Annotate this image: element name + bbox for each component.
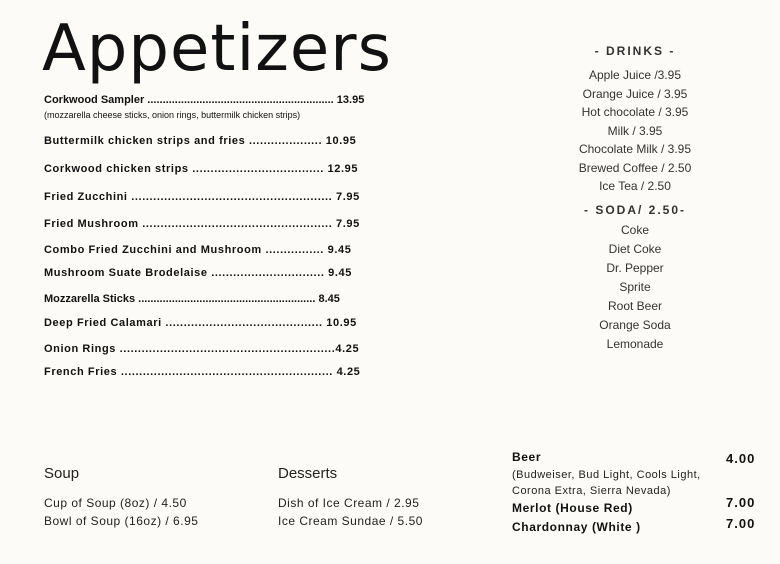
dessert-item: Ice Cream Sundae / 5.50 <box>278 514 423 528</box>
soup-item: Bowl of Soup (16oz) / 6.95 <box>44 514 199 528</box>
soda-item: Dr. Pepper <box>606 261 664 275</box>
chardonnay-name: Chardonnay (White ) <box>512 520 641 534</box>
merlot-price: 7.00 <box>726 495 756 510</box>
appetizer-item: Mushroom Suate Brodelaise ............................... 9.45 <box>44 267 352 279</box>
beer-note: (Budweiser, Bud Light, Cools Light, Corona Extra, Sierra Nevada) <box>512 469 701 497</box>
appetizer-item: Fried Mushroom .................................................... 7.95 <box>44 218 360 230</box>
soda-item: Lemonade <box>606 337 664 351</box>
soup-title: Soup <box>44 465 80 482</box>
soup-item: Cup of Soup (8oz) / 4.50 <box>44 496 187 510</box>
drink-item: Chocolate Milk / 3.95 <box>578 142 692 156</box>
soda-item: Root Beer <box>607 299 663 313</box>
appetizer-item: Deep Fried Calamari ........................................... 10.95 <box>44 317 357 329</box>
appetizer-item: Mozzarella Sticks .......................................................... 8.45 <box>44 293 340 305</box>
drinks-header: - DRINKS - <box>594 44 676 58</box>
drink-item: Hot chocolate / 3.95 <box>581 105 689 119</box>
appetizer-item: French Fries .......................................................... 4.25 <box>44 366 361 378</box>
appetizer-item: Fried Zucchini ....................................................... 7.95 <box>44 191 360 203</box>
desserts-title: Desserts <box>278 465 338 482</box>
drink-item: Milk / 3.95 <box>607 123 663 138</box>
drink-item: Brewed Coffee / 2.50 <box>578 160 692 175</box>
soda-section <box>560 203 710 354</box>
drink-item: Ice Tea / 2.50 <box>599 179 671 193</box>
appetizer-item: Onion Rings ...........................................................4.25 <box>44 343 360 355</box>
appetizer-note: (mozzarella cheese sticks, onion rings, buttermilk chicken strips) <box>44 110 301 120</box>
soda-item: Coke <box>620 223 649 237</box>
drink-item: Orange Juice / 3.95 <box>582 86 688 101</box>
appetizer-item: Corkwood chicken strips .................................... 12.95 <box>44 163 359 175</box>
merlot-name: Merlot (House Red) <box>512 501 633 515</box>
drinks-section <box>560 44 710 196</box>
dessert-item: Dish of Ice Cream / 2.95 <box>278 496 420 510</box>
appetizer-item: Buttermilk chicken strips and fries .................... 10.95 <box>44 135 357 147</box>
drink-item: Apple Juice /3.95 <box>588 68 682 82</box>
appetizer-item: Corkwood Sampler ............................................................. 13.95 <box>44 94 365 106</box>
soda-item: Orange Soda <box>599 318 671 332</box>
beer-name: Beer <box>512 450 542 464</box>
beer-price: 4.00 <box>726 451 756 466</box>
page-title: Appetizers <box>42 12 392 86</box>
appetizer-item: Combo Fried Zucchini and Mushroom ................ 9.45 <box>44 244 352 256</box>
chardonnay-price: 7.00 <box>726 516 756 531</box>
soda-item: Sprite <box>619 280 651 294</box>
soda-header: - SODA/ 2.50- <box>583 203 687 217</box>
soda-item: Diet Coke <box>608 242 662 256</box>
